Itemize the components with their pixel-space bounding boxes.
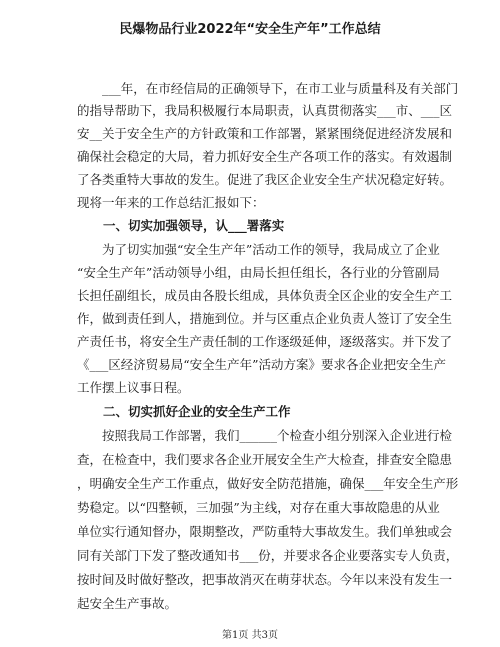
document-title: 民爆物品行业2022年“安全生产年”工作总结	[119, 22, 381, 37]
paragraph-text: 单位实行通知督办，限期整改，严防重特大事故发生。我们单独或会	[77, 524, 453, 539]
paragraph-text: 作，做到责任到人，措施到位。并与区重点企业负责人签订了安全生	[77, 311, 453, 326]
paragraph-text: 安__关于安全生产的方针政策和工作部署，紧紧围绕促进经济发展和	[77, 126, 453, 141]
paragraph-text: 了各类重特大事故的发生。促进了我区企业安全生产状况稳定好转。	[77, 172, 453, 187]
paragraph-line	[0, 79, 500, 99]
paragraph-text: “安全生产年”活动领导小组，由局长担任组长，各行业的分管副局	[77, 265, 440, 280]
paragraph-text: 起安全生产事故。	[77, 596, 178, 611]
paragraph-line	[0, 570, 500, 590]
paragraph-line	[0, 450, 500, 470]
paragraph-text: 同有关部门下发了整改通知书___份，并要求各企业要落实专人负责，	[77, 548, 459, 563]
paragraph-text: 长担任副组长，成员由各股长组成，具体负责全区企业的安全生产工	[77, 288, 453, 303]
paragraph-line	[0, 426, 500, 446]
paragraph-line	[0, 193, 500, 213]
paragraph-line	[0, 147, 500, 167]
paragraph-text: 的指导帮助下，我局积极履行本局职责，认真贯彻落实___市、___区	[77, 103, 453, 118]
paragraph-text: 确保社会稳定的大局，着力抓好安全生产各项工作的落实。有效遏制	[77, 149, 453, 164]
section-heading: 二、切实抓好企业的安全生产工作	[103, 404, 291, 419]
paragraph-line	[0, 474, 500, 494]
paragraph-text: 按时间及时做好整改，把事故消灭在萌芽状态。今年以来没有发生一	[77, 572, 453, 587]
paragraph-text: 工作摆上议事日程。	[77, 380, 190, 395]
paragraph-text: 势稳定。以“四整顿，三加强”为主线，对存在重大事故隐患的从业	[77, 500, 440, 515]
paragraph-line	[0, 594, 500, 614]
paragraph-line	[0, 263, 500, 283]
paragraph-line	[0, 124, 500, 144]
paragraph-text: ，明确安全生产工作重点，做好安全防范措施，确保___年安全生产形	[77, 476, 459, 491]
paragraph-text: 产责任书，将安全生产责任制的工作逐级延伸，逐级落实。并下发了	[77, 334, 453, 349]
paragraph-line	[0, 170, 500, 190]
paragraph-line	[0, 332, 500, 352]
paragraph-line	[0, 101, 500, 121]
paragraph-text: 《___区经济贸易局“安全生产年”活动方案》要求各企业把安全生产	[77, 357, 447, 372]
section-heading: 一、切实加强领导，认___署落实	[103, 218, 285, 233]
page-number: 第1页 共3页	[222, 630, 278, 641]
paragraph-line	[0, 240, 500, 260]
paragraph-text: 按照我局工作部署，我们______个检查小组分别深入企业进行检	[102, 428, 453, 443]
paragraph-line	[0, 378, 500, 398]
paragraph-line	[0, 309, 500, 329]
paragraph-line	[0, 355, 500, 375]
paragraph-line	[0, 286, 500, 306]
paragraph-line	[0, 522, 500, 542]
paragraph-line	[0, 498, 500, 518]
paragraph-line	[0, 546, 500, 566]
paragraph-text: 查，在检查中，我们要求各企业开展安全生产大检查，排查安全隐患	[77, 452, 453, 467]
paragraph-text: 为了切实加强“安全生产年”活动工作的领导，我局成立了企业	[102, 242, 440, 257]
paragraph-text: 现将一年来的工作总结汇报如下：	[77, 195, 265, 210]
paragraph-text: ___年，在市经信局的正确领导下，在市工业与质量科及有关部门	[102, 81, 459, 96]
